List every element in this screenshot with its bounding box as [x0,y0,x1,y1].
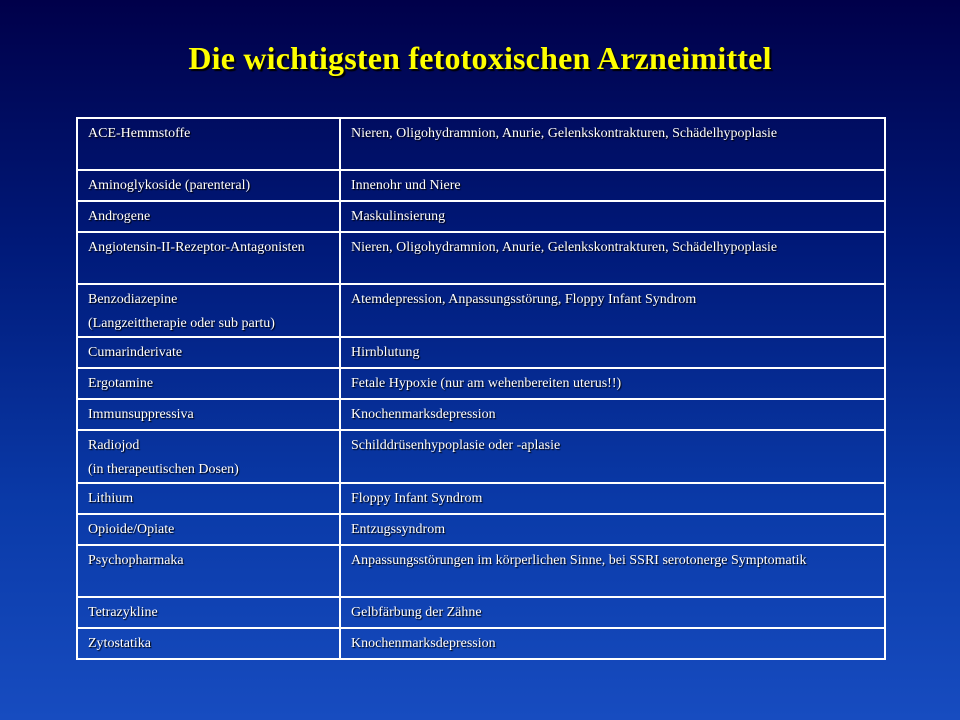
effect-text: Entzugssyndrom [351,522,446,537]
table-row [77,545,885,597]
effect-text: Nieren, Oligohydramnion, Anurie, Gelenkskontrakturen, Schädelhypoplasie [351,240,778,255]
effect-cell [340,514,885,545]
drug-cell [77,514,340,545]
effect-text: Gelbfärbung der Zähne [351,605,482,620]
table-row [77,597,885,628]
table-row [77,514,885,545]
drug-cell [77,118,340,170]
table-row [77,232,885,284]
drug-cell [77,430,340,483]
drug-cell [77,284,340,337]
effect-text: Atemdepression, Anpassungsstörung, Floppy Infant Syndrom [351,292,697,307]
drug-name: Opioide/Opiate [88,522,175,537]
effect-cell [340,483,885,514]
effect-cell [340,597,885,628]
effect-cell [340,368,885,399]
table-row [77,118,885,170]
table-row [77,430,885,483]
effect-text: Fetale Hypoxie (nur am wehenbereiten uterus!!) [351,376,622,391]
table-row [77,284,885,337]
drug-cell [77,597,340,628]
drug-name: Lithium [88,491,134,506]
table-row [77,201,885,232]
drug-table-container [76,117,884,660]
effect-text: Nieren, Oligohydramnion, Anurie, Gelenkskontrakturen, Schädelhypoplasie [351,126,778,141]
drug-name: ACE-Hemmstoffe [88,126,191,141]
table-row [77,628,885,659]
effect-cell [340,628,885,659]
drug-name: Cumarinderivate [88,345,183,360]
drug-table [76,117,886,660]
effect-text: Knochenmarksdepression [351,407,496,422]
effect-text: Anpassungsstörungen im körperlichen Sinne, bei SSRI serotonerge Symptomatik [351,553,807,568]
table-row [77,399,885,430]
drug-name: Ergotamine [88,376,154,391]
effect-cell [340,201,885,232]
effect-text: Innenohr und Niere [351,178,461,193]
effect-cell [340,232,885,284]
table-row [77,483,885,514]
table-row [77,170,885,201]
effect-cell [340,337,885,368]
drug-name: Aminoglykoside (parenteral) [88,178,251,193]
drug-name: Immunsuppressiva [88,407,194,422]
drug-name: Angiotensin-II-Rezeptor-Antagonisten [88,240,305,255]
drug-name: Benzodiazepine [88,292,178,307]
effect-cell [340,545,885,597]
effect-cell [340,430,885,483]
drug-name: Radiojod [88,438,140,453]
drug-cell [77,399,340,430]
effect-text: Floppy Infant Syndrom [351,491,483,506]
drug-name: Zytostatika [88,636,151,651]
effect-cell [340,118,885,170]
drug-name: Tetrazykline [88,605,158,620]
drug-cell [77,232,340,284]
drug-cell [77,545,340,597]
drug-cell [77,201,340,232]
drug-cell [77,337,340,368]
table-row [77,337,885,368]
effect-text: Maskulinsierung [351,209,446,224]
effect-cell [340,284,885,337]
drug-name: Androgene [88,209,151,224]
drug-cell [77,170,340,201]
drug-cell [77,368,340,399]
effect-text: Hirnblutung [351,345,420,360]
effect-cell [340,399,885,430]
drug-cell [77,483,340,514]
drug-name: (in therapeutischen Dosen) [88,462,239,477]
table-row [77,368,885,399]
effect-cell [340,170,885,201]
drug-cell [77,628,340,659]
effect-text: Knochenmarksdepression [351,636,496,651]
slide-title: Die wichtigsten fetotoxischen Arzneimittel [188,40,772,76]
drug-name: (Langzeittherapie oder sub partu) [88,316,275,331]
drug-table-body [77,118,885,659]
effect-text: Schilddrüsenhypoplasie oder -aplasie [351,438,561,453]
drug-name: Psychopharmaka [88,553,184,568]
